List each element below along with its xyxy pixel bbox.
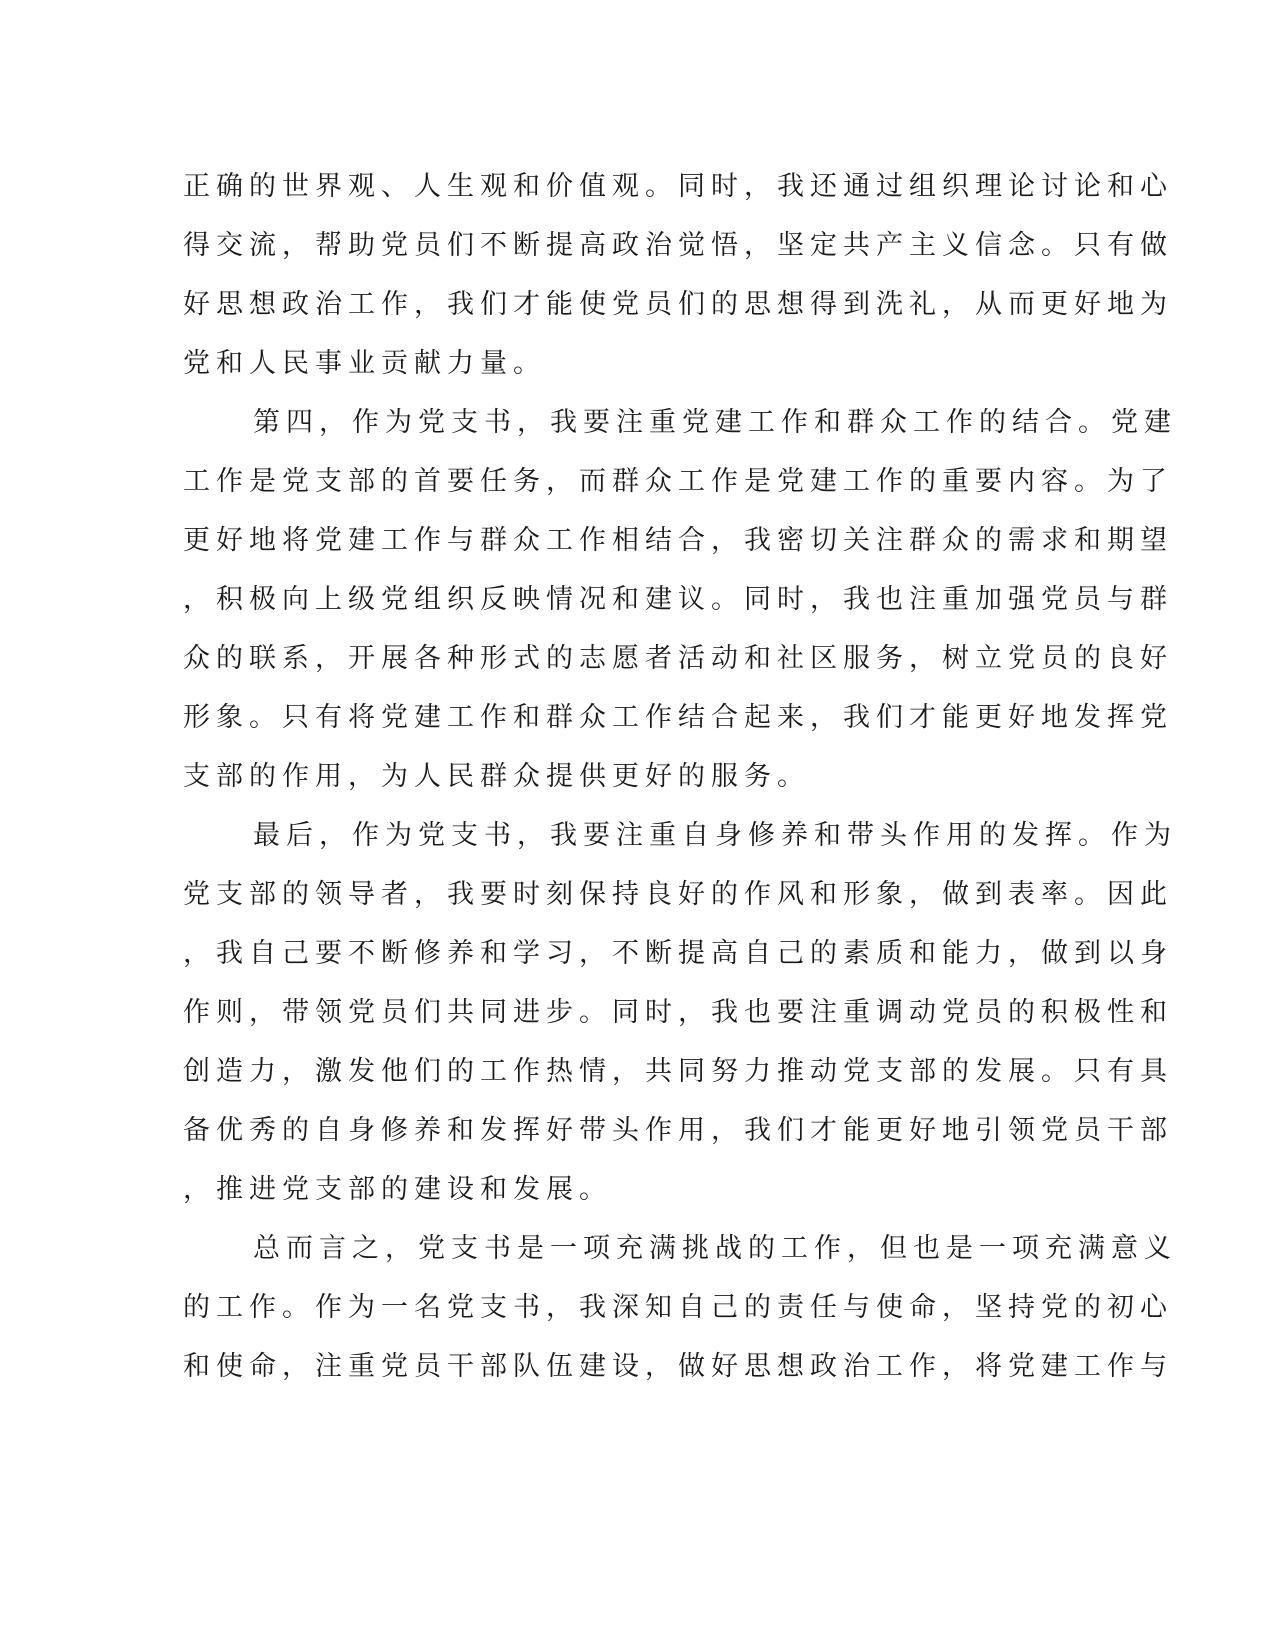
text-line: ，推进党支部的建设和发展。	[183, 1174, 612, 1205]
text-line: 党支部的领导者，我要时刻保持良好的作风和形象，做到表率。因此	[183, 879, 1173, 910]
text-line: 众的联系，开展各种形式的志愿者活动和社区服务，树立党员的良好	[183, 643, 1173, 674]
text-line: 更好地将党建工作与群众工作相结合，我密切关注群众的需求和期望	[183, 525, 1173, 556]
text-line: 得交流，帮助党员们不断提高政治觉悟，坚定共产主义信念。只有做	[183, 230, 1173, 261]
body-text	[183, 157, 1177, 1396]
text-line: 形象。只有将党建工作和群众工作结合起来，我们才能更好地发挥党	[183, 702, 1173, 733]
paragraph-first-line: 总而言之，党支书是一项充满挑战的工作，但也是一项充满意义	[253, 1233, 1177, 1264]
paragraph-first-line: 第四，作为党支书，我要注重党建工作和群众工作的结合。党建	[253, 407, 1177, 438]
paragraph-first-line: 最后，作为党支书，我要注重自身修养和带头作用的发挥。作为	[253, 820, 1177, 851]
text-line: 创造力，激发他们的工作热情，共同努力推动党支部的发展。只有具	[183, 1056, 1173, 1087]
text-line: 和使命，注重党员干部队伍建设，做好思想政治工作，将党建工作与	[183, 1351, 1173, 1382]
text-line: 工作是党支部的首要任务，而群众工作是党建工作的重要内容。为了	[183, 466, 1173, 497]
text-line: ，我自己要不断修养和学习，不断提高自己的素质和能力，做到以身	[183, 938, 1173, 969]
text-line: 支部的作用，为人民群众提供更好的服务。	[183, 761, 810, 792]
text-line: 备优秀的自身修养和发挥好带头作用，我们才能更好地引领党员干部	[183, 1115, 1173, 1146]
text-line: 作则，带领党员们共同进步。同时，我也要注重调动党员的积极性和	[183, 997, 1173, 1028]
text-line: 正确的世界观、人生观和价值观。同时，我还通过组织理论讨论和心	[183, 171, 1173, 202]
text-line: 好思想政治工作，我们才能使党员们的思想得到洗礼，从而更好地为	[183, 289, 1173, 320]
text-line: ，积极向上级党组织反映情况和建议。同时，我也注重加强党员与群	[183, 584, 1173, 615]
text-line: 党和人民事业贡献力量。	[183, 348, 546, 379]
text-line: 的工作。作为一名党支书，我深知自己的责任与使命，坚持党的初心	[183, 1292, 1173, 1323]
